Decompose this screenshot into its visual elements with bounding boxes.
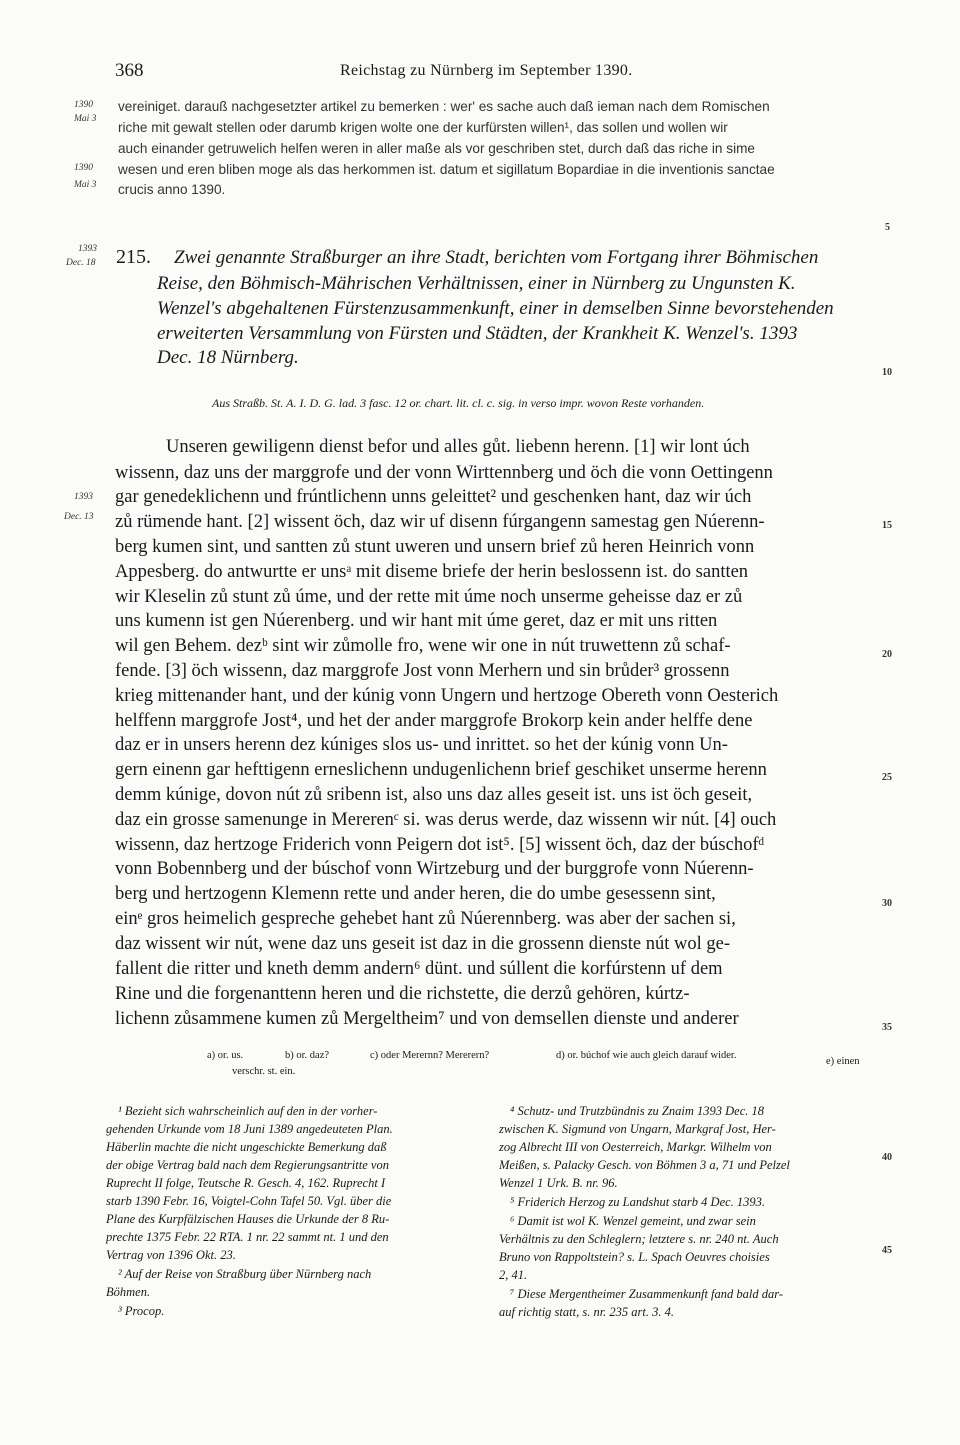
body-line: Appesberg. do antwurtte er unsᵃ mit diseme briefe der herin beslossenn ist. do santten bbox=[115, 562, 749, 582]
text-line: riche mit gewalt stellen oder darumb krigen wolte one der kurfürsten willen¹, das sollen und wollen wir bbox=[118, 120, 728, 135]
footnote-line: ⁷ Diese Mergentheimer Zusammenkunft fand bald dar- bbox=[510, 1287, 784, 1301]
footnote-line: Ruprecht II folge, Teutsche R. Gesch. 4, 162. Ruprecht I bbox=[106, 1176, 386, 1190]
line-number: 30 bbox=[882, 898, 892, 909]
margin-date: 1393 bbox=[74, 492, 93, 502]
body-line: krieg mittenander hant, und der kúnig vonn Ungern und hertzoge Obereth vonn Oesterich bbox=[115, 686, 779, 706]
body-line: lichenn zůsammene kumen zů Mergeltheim⁷ und von demsellen dienste und anderer bbox=[115, 1009, 739, 1029]
footnote-line: Böhmen. bbox=[106, 1285, 151, 1299]
apparatus-entry: verschr. st. ein. bbox=[232, 1066, 296, 1077]
line-number: 20 bbox=[882, 649, 892, 660]
running-head: Reichstag zu Nürnberg im September 1390. bbox=[340, 62, 633, 79]
source-note: Aus Straßb. St. A. I. D. G. lad. 3 fasc. 12 or. chart. lit. cl. c. sig. in verso impr. wovon Reste vorhanden. bbox=[212, 396, 705, 410]
body-line: daz ein grosse samenunge in Mererenᶜ si. was derus werde, daz wissenn wir nút. [4] ouch bbox=[115, 810, 777, 830]
body-line: fallent die ritter und kneth demm andern⁶ dünt. und súllent die korfúrstenn uf dem bbox=[115, 959, 723, 979]
body-line: uns kumenn ist gen Núerenberg. und wir hant mit úme geret, daz er mit uns ritten bbox=[115, 611, 718, 631]
body-line: gern einenn gar hefttigenn erneslichenn undugenlichenn brief geschiket unserme herenn bbox=[115, 760, 767, 780]
line-number: 40 bbox=[882, 1152, 892, 1163]
body-line: einᵉ gros heimelich gespreche gehebet hant zů Núerennberg. was aber der sachen si, bbox=[115, 909, 736, 929]
text-line: crucis anno 1390. bbox=[118, 182, 226, 197]
body-line: wissenn, daz uns der marggrofe und der vonn Wirttennberg und öch die vonn Oettingenn bbox=[115, 463, 773, 483]
text-line: wesen und eren bliben moge als das herkommen ist. datum et sigillatum Bopardiae in die inventionis sanctae bbox=[118, 162, 775, 177]
footnote-line: ² Auf der Reise von Straßburg über Nürnberg nach bbox=[118, 1267, 372, 1281]
footnote-line: prechte 1375 Febr. 22 RTA. 1 nr. 22 sammt nt. 1 und den bbox=[106, 1230, 389, 1244]
footnote-line: Wenzel 1 Urk. B. nr. 96. bbox=[499, 1176, 618, 1190]
margin-date: Dec. 13 bbox=[64, 512, 94, 522]
body-line: fende. [3] öch wissenn, daz marggrofe Jost vonn Merhern und sin brůder³ grossenn bbox=[115, 661, 730, 681]
text-line: auch einander getruwelich helfen weren in aller maße als vor geschriben stet, durch daß das riche in sime bbox=[118, 141, 755, 156]
body-line: Rine und die forgenanttenn heren und die richstette, die derzů gehören, kúrtz- bbox=[115, 984, 690, 1004]
footnote-line: Meißen, s. Palacky Gesch. von Böhmen 3 a, 71 und Pelzel bbox=[499, 1158, 790, 1172]
body-line: daz wissent wir nút, wene daz uns geseit ist daz in die grossenn dienste nút wol ge- bbox=[115, 934, 730, 954]
footnote-line: auf richtig statt, s. nr. 235 art. 3. 4. bbox=[499, 1305, 675, 1319]
body-line: gar genedeklichenn und frúntlichenn unns geleittet² und geschenken hant, daz wir úch bbox=[115, 487, 752, 507]
line-number: 10 bbox=[882, 367, 892, 378]
body-line: demm kúnige, dovon nút zů sribenn ist, also uns daz alles geseit ist. uns ist öch geseit, bbox=[115, 785, 753, 805]
heading-line: Dec. 18 Nürnberg. bbox=[157, 347, 299, 368]
text-line: vereiniget. darauß nachgesetzter artikel zu bemerken : wer' es sache auch daß ieman nach dem Romischen bbox=[118, 99, 770, 114]
footnote-line: ⁶ Damit ist wol K. Wenzel gemeint, und zwar sein bbox=[510, 1214, 756, 1228]
footnote-line: ¹ Bezieht sich wahrscheinlich auf den in der vorher- bbox=[118, 1104, 378, 1118]
margin-date: Dec. 18 bbox=[66, 258, 96, 268]
footnote-line: Vertrag von 1396 Okt. 23. bbox=[106, 1248, 236, 1262]
page-number: 368 bbox=[115, 60, 144, 81]
footnote-line: Häberlin machte die nicht ungeschickte Bemerkung daß bbox=[106, 1140, 387, 1154]
footnote-line: ³ Procop. bbox=[118, 1304, 165, 1318]
heading-line: erweiterten Versammlung von Fürsten und Städten, der Krankheit K. Wenzel's. 1393 bbox=[157, 323, 798, 344]
footnote-line: Verhältnis zu den Schleglern; letztere s. nr. 240 nt. Auch bbox=[499, 1232, 779, 1246]
line-number: 45 bbox=[882, 1245, 892, 1256]
body-line: berg kumen sint, und santten zů stunt uweren und unsern brief zů heren Heinrich vonn bbox=[115, 537, 755, 557]
body-line: daz er in unsers herenn dez kúniges slos us- und inrittet. so het der kúnig vonn Un- bbox=[115, 735, 728, 755]
footnote-line: ⁴ Schutz- und Trutzbündnis zu Znaim 1393 Dec. 18 bbox=[510, 1104, 765, 1118]
footnote-line: gehenden Urkunde vom 18 Juni 1389 angedeuteten Plan. bbox=[106, 1122, 393, 1136]
body-line: wil gen Behem. dezᵇ sint wir zůmolle fro, wene wir one in nút truwettenn zů schaf- bbox=[115, 636, 731, 656]
body-line: zů rümende hant. [2] wissent öch, daz wir uf disenn fúrgangenn samestag gen Núerenn- bbox=[115, 512, 765, 532]
footnote-line: ⁵ Friderich Herzog zu Landshut starb 4 Dec. 1393. bbox=[510, 1195, 766, 1209]
footnote-line: starb 1390 Febr. 16, Voigtel-Cohn Tafel 50. Vgl. über die bbox=[106, 1194, 392, 1208]
heading-line: Zwei genannte Straßburger an ihre Stadt, berichten vom Fortgang ihrer Böhmischen bbox=[174, 247, 819, 268]
apparatus-entry: a) or. us. bbox=[207, 1050, 244, 1061]
line-number: 35 bbox=[882, 1022, 892, 1033]
body-line: wir Kleselin zů stunt zů úme, und der rette mit úme noch unserme geheisse daz er zů bbox=[115, 587, 743, 607]
document-number: 215. bbox=[116, 246, 151, 268]
body-line: wissenn, daz hertzoge Friderich vonn Peigern dot ist⁵. [5] wissent öch, daz der búschofᵈ bbox=[115, 835, 765, 855]
margin-date: Mai 3 bbox=[74, 114, 97, 124]
margin-date: Mai 3 bbox=[74, 180, 97, 190]
footnote-line: zog Albrecht III von Oesterreich, Markgr. Wilhelm von bbox=[499, 1140, 772, 1154]
margin-date: 1393 bbox=[78, 244, 97, 254]
body-line: berg und hertzogenn Klemenn rette und ander heren, die do umbe gesessenn sint, bbox=[115, 884, 716, 904]
body-line: vonn Bobennberg und der búschof vonn Wirtzeburg und der burggrofe vonn Núerenn- bbox=[115, 859, 754, 879]
footnote-line: 2, 41. bbox=[499, 1268, 528, 1282]
apparatus-entry: c) oder Merernn? Mererern? bbox=[370, 1050, 490, 1061]
body-line: helffenn marggrofe Jost⁴, und het der ander marggrofe Brokorp kein ander helffe dene bbox=[115, 711, 753, 731]
footnote-line: Plane des Kurpfälzischen Hauses die Urkunde der 8 Ru- bbox=[106, 1212, 390, 1226]
apparatus-entry: d) or. búchof wie auch gleich darauf wider. bbox=[556, 1050, 737, 1061]
footnote-line: zwischen K. Sigmund von Ungarn, Markgraf Jost, Her- bbox=[499, 1122, 776, 1136]
apparatus-entry: e) einen bbox=[826, 1056, 860, 1067]
apparatus-entry: b) or. daz? bbox=[285, 1050, 330, 1061]
margin-date: 1390 bbox=[74, 163, 93, 173]
body-line: Unseren gewiligenn dienst befor und alles gůt. liebenn herenn. [1] wir lont úch bbox=[166, 437, 750, 457]
margin-date: 1390 bbox=[74, 100, 93, 110]
footnote-line: der obige Vertrag bald nach dem Regierungsantritte von bbox=[106, 1158, 389, 1172]
heading-line: Wenzel's abgehaltenen Fürstenzusammenkunft, einer in demselben Sinne bevorstehenden bbox=[157, 298, 834, 319]
line-number: 5 bbox=[885, 222, 890, 233]
heading-line: Reise, den Böhmisch-Mährischen Verhältnissen, einer in Nürnberg zu Ungunsten K. bbox=[157, 273, 796, 294]
footnote-line: Bruno von Rappoltstein? s. L. Spach Oeuvres choisies bbox=[499, 1250, 770, 1264]
line-number: 15 bbox=[882, 520, 892, 531]
line-number: 25 bbox=[882, 772, 892, 783]
